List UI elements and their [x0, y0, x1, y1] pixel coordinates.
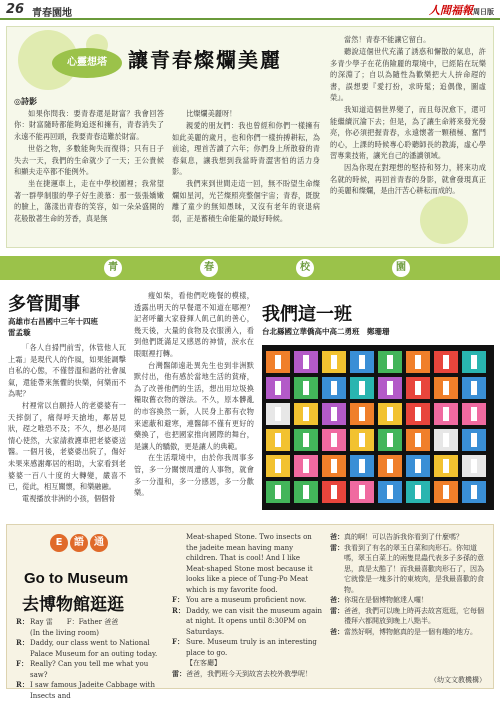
student-figure — [359, 355, 365, 369]
lesson-subtitle: 去博物館逛逛 — [22, 595, 124, 615]
dialogue-col-1: R： Ray 雷 F：Father 爸爸 (In the living room) R： Daddy, our class went to National Palace Museum for an outing today. F： Really? Can you tell me what you saw? R： I saw famous Jadeite Cabbage with Insects and — [16, 617, 158, 700]
student-figure — [303, 407, 309, 421]
student-figure — [303, 381, 309, 395]
column-badge: E 語 通 — [50, 534, 108, 552]
page-number: 26 — [6, 2, 25, 17]
student-figure — [443, 407, 449, 421]
student-figure — [387, 407, 393, 421]
student-figure — [303, 459, 309, 473]
campus-banner — [0, 256, 500, 280]
student-figure — [331, 381, 337, 395]
student-figure — [359, 459, 365, 473]
dialogue-col-2: Meat-shaped Stone. Two insects on the jadeite mean having many children. That is cool! And I like Meat-shaped Stone most because it looks like a piece of Tung-Po Meat which is my favorite food. F： You are a museum proficient now. R： Daddy, we can visit the museum again at night. It opens until 8:30PM on Saturdays. F： Sure. Museum truly is an interesting place to go. 【在客廳】 雷： 爸爸，我們班今天到故宮去校外教學呢！ — [172, 533, 322, 678]
student-figure — [415, 407, 421, 421]
dialogue-col-3: 爸： 真的啊！可以告訴我你看到了什麼嗎？ 雷： 我看到了有名的翠玉白菜和肉形石。你知道嗎，翠玉白菜上的兩隻昆蟲代表多子多孫的意思，真是太酷了！而我最喜歡肉形石了，因為它就像是一塊多汁的東坡肉，是我最喜歡的食物。 爸： 你現在是個博物館達人囉！ 雷： 爸爸，我們可以晚上時再去故宮逛逛，它每個禮拜六都開放到晚上八點半。 爸： 當然好啊，博物館真的是一個有趣的地方。 — [330, 532, 484, 636]
banner-char: 校 — [296, 259, 314, 277]
student-figure — [415, 433, 421, 447]
essay-col-3: 當然！青春不能讓它留白。 聽說這個世代充滿了誘惑和懈散的氣息，許多青少學子在花俏險麗的環境中，已經陷在玩樂的深淵了；自以為隨性為歡樂把大人拚命趕的書，誤想要『愛打扮，求時髦；追偶像，圖虛榮』。 我知道這個世界變了，而且每況愈下，還可能繼續沉淪下去；但是，為了讓生命將來發光發亮，你必須把握青春，永遠懷著一顆積極、奮鬥的心，上課的時候專心聆聽師長的教誨，虛心學習專業技術，讓光自己的潘讀領域。 因為你現在對理想的堅持和努力，將來功成名就的時候，再回首青春的身影，就會發現真正的美麗和燦爛，是由汗苦心耕耘而成的。 — [330, 35, 486, 196]
deco-circle — [420, 196, 468, 244]
student-figure — [275, 485, 281, 499]
student-figure — [471, 485, 477, 499]
article-col-2: 瘦如柴，看他們吃晚餐的模樣，透露出明天的早餐還不知道在哪裡？記者呼籲大家發揮人飢己飢的善心，幾天後，大量的食物及衣服湧入，看到他們既滿足又感恩的神情，淚水在眼眶裡打轉。 台灣醫師遠赴異先生也到非洲默默付出，他有感於當地生活的貧瘠，為了改善他們的生活，想出用垃圾換糧取舊衣物的辦法。不久，原本髒亂的市容換然一新，人民身上都有衣物來遮蔽和避寒，連醫師不僅有更好的藥換了，也把國家推向國際的舞台，是讓人的驕傲，更是讓人的典範。 在生活環境中，由於你我周事多管，多一分關懷周遭的人事物，就會多一分溫和，多一分感恩，多一分歡樂。 — [134, 291, 254, 498]
student-figure — [387, 459, 393, 473]
banner-char: 春 — [200, 259, 218, 277]
byline: 台北縣國立華僑高中高二勇班 鄭珊珊 — [262, 327, 390, 336]
student-figure — [443, 381, 449, 395]
student-figure — [471, 355, 477, 369]
student-figure — [443, 433, 449, 447]
student-figure — [443, 485, 449, 499]
student-figure — [331, 433, 337, 447]
essay-col-2: 比燦爛美麗呀！ 親愛的朋友們：我也曾經和你們一樣擁有如此美麗的歲月，也和你們一樣拚搏耕耘，為前途，理首苦讀了六年；你們身上所散發的青春氣息，讓我想到我當時青澀害怕的活力身影。 我們來到世間走這一回，無不盼望生命燦爛如星河，光芒燦照亮整個宇宙；青春，既脫離了童少的無知愚昧，又沒有老年的衰退病弱，正是蓄積生命能量的最好時候。 — [172, 109, 320, 223]
student-figure — [387, 381, 393, 395]
banner-char: 園 — [392, 259, 410, 277]
student-figure — [471, 381, 477, 395]
student-figure — [443, 459, 449, 473]
page-header — [0, 0, 500, 20]
student-figure — [387, 355, 393, 369]
student-figure — [303, 355, 309, 369]
article-title: 多管閒事 — [8, 294, 80, 315]
student-figure — [331, 355, 337, 369]
student-figure — [275, 459, 281, 473]
banner-char: 青 — [104, 259, 122, 277]
credit: （幼文文教機構） — [430, 676, 486, 684]
student-figure — [275, 381, 281, 395]
student-figure — [471, 433, 477, 447]
student-figure — [415, 355, 421, 369]
author: ◎詩影 — [14, 97, 37, 106]
student-figure — [359, 381, 365, 395]
student-figure — [387, 433, 393, 447]
essay-title: 讓青春燦爛美麗 — [128, 48, 282, 72]
student-figure — [303, 485, 309, 499]
lesson-title: Go to Museum — [24, 570, 129, 587]
student-figure — [359, 407, 365, 421]
section-name: 青春園地 — [32, 8, 72, 19]
student-figure — [331, 485, 337, 499]
class-artwork — [262, 345, 494, 510]
student-figure — [359, 433, 365, 447]
student-figure — [275, 407, 281, 421]
student-figure — [275, 355, 281, 369]
brand-logo: 人間福報周日版 — [429, 4, 494, 17]
column-badge: 心靈想塔 — [52, 48, 122, 78]
essay-col-1: ◎詩影 如果你問我：要青春還是財富？我會回答你：財富隨時都能夠追逐和擁有，青春消失了永遠不能再回頭，我要青春這難於財富。 世俗之物，多數能夠失而復得；只有日子失去一天，我們的生命就少了一天；王公貴候和顯夫走卒都不能例外。 坐在捷運車上，走在中學校園裡；我常望著一群學制服的學子好生羨慕：那一張張嬌嫩的臉上，蕩漾出青春的笑容，如一朵朵盛開的花般散著生命的芳香，真是無 — [14, 97, 164, 223]
student-figure — [331, 407, 337, 421]
student-figure — [275, 433, 281, 447]
student-figure — [303, 433, 309, 447]
byline: 高雄市右昌國中三年十四班 雷孟璇 — [8, 317, 98, 337]
student-figure — [359, 485, 365, 499]
article-col-1: 「各人自掃門前雪，休管他人瓦上霜」是現代人的作風，如果能調擊自私的心態，不僅替溫和諧的社會風氣，還能帶來無懼的快樂，何樂而不為呢？ 村裡常以自願持人的老婆婆有一天摔倒了，痛得呼天搶地，鄰居見狀，趕之唯恐不及；不久，想必是同情心使然，大家請救護車把老婆婆送醫。一個月後，老婆婆出院了，傷好未果來感謝鄰居的相助，大家看到老婆婆一百八十度的大轉變，嚴喜不已，從此，相互關懷，和樂融融。 電視播放非洲的小孩，個個骨 — [8, 343, 126, 503]
student-figure — [415, 459, 421, 473]
student-figure — [471, 459, 477, 473]
article-title: 我們這一班 — [262, 304, 352, 325]
student-figure — [387, 485, 393, 499]
student-figure — [415, 485, 421, 499]
student-figure — [415, 381, 421, 395]
student-figure — [443, 355, 449, 369]
student-figure — [331, 459, 337, 473]
student-figure — [471, 407, 477, 421]
